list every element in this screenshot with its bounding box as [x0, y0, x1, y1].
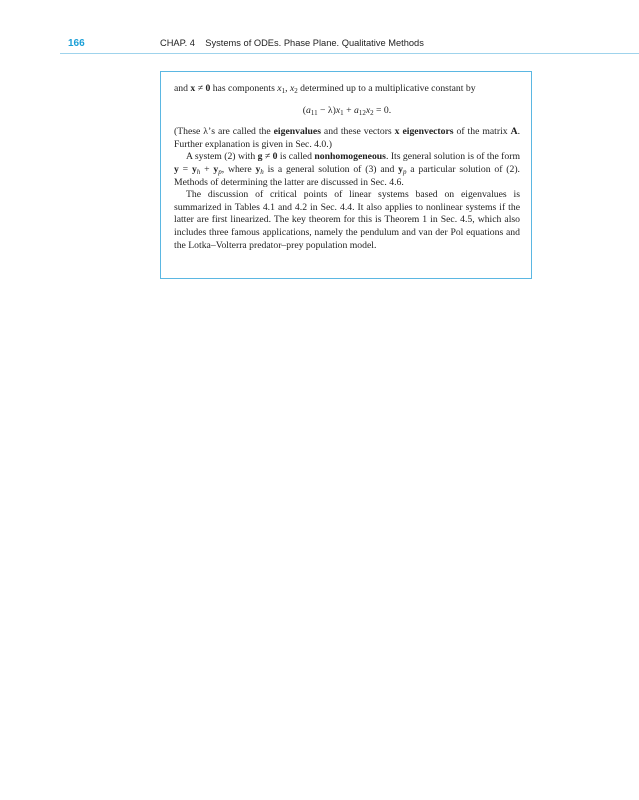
eq-minus-lambda: − λ)	[317, 104, 336, 116]
vector-y: y	[174, 163, 179, 175]
text-run: determined up to a multiplicative constant by	[297, 83, 476, 94]
vector-x: x	[394, 126, 400, 138]
subscript: p	[218, 167, 222, 176]
text-run: . Further explanation is given in Sec. 4.0.)	[174, 126, 520, 150]
header-rule	[60, 53, 639, 54]
neq-symbol: ≠	[262, 151, 273, 163]
text-run: , where	[221, 163, 256, 175]
text-run: +	[200, 163, 214, 175]
vector-yh: y	[191, 163, 197, 175]
subscript: h	[260, 167, 264, 176]
running-head: CHAP. 4 Systems of ODEs. Phase Plane. Qualitative Methods	[160, 38, 424, 48]
term-eigenvectors: eigenvectors	[399, 126, 454, 138]
eq-x1: x	[335, 104, 341, 116]
subscript: 11	[310, 108, 318, 117]
subscript: 2	[370, 108, 374, 117]
eq-plus: +	[343, 104, 354, 116]
intro-line	[174, 83, 520, 96]
text-run: ,	[285, 83, 290, 94]
text-run: A system (2) with	[186, 151, 258, 163]
subscript: 2	[294, 87, 298, 95]
vector-x: x	[190, 83, 196, 94]
subscript: 12	[358, 108, 366, 117]
neq-symbol: ≠	[195, 83, 206, 94]
vector-yh: y	[255, 163, 261, 175]
summary-box	[160, 71, 532, 279]
term-eigenvalues: eigenvalues	[273, 126, 321, 138]
zero-vector: 0	[205, 83, 211, 94]
text-run: a particular solution of (2). Methods of determining the latter are discussed in Sec. 4.6.	[174, 163, 520, 188]
text-run: . Its general solution is of the form	[385, 151, 521, 163]
eigenvalues-paragraph	[174, 126, 520, 151]
text-run: is a general solution of (3) and	[263, 163, 399, 175]
critical-points-paragraph: The discussion of critical points of linear systems based on eigenvalues is summarized in Tables 4.1 and 4.2 in Sec. 4.4. It also applies to nonlinear systems if the latter are first linearized. The key theorem for this is Theorem 1 in Sec. 4.5, which also includes three famous applications, namely the pendulum and van der Pol equations and the Lotka–Volterra predator–prey population model.	[174, 189, 520, 251]
eq-a11: a	[306, 104, 311, 116]
text-run: of the matrix	[453, 126, 511, 138]
vector-yp: y	[213, 163, 219, 175]
eq-a12: a	[353, 104, 359, 116]
term-nonhomogeneous: nonhomogeneous	[314, 151, 386, 163]
vector-g: g	[257, 151, 263, 163]
eigenvector-equation	[174, 105, 520, 118]
page-header	[0, 38, 639, 54]
eq-paren: (	[302, 104, 307, 116]
eq-rhs: = 0.	[373, 104, 392, 116]
subscript: 1	[281, 87, 286, 95]
text-run: is called	[277, 151, 315, 163]
text-run: and	[174, 83, 191, 94]
subscript: p	[402, 167, 407, 176]
vector-yp: y	[398, 163, 403, 175]
var-x1: x	[277, 83, 282, 94]
summary-box-content	[174, 83, 520, 252]
matrix-A: A	[510, 126, 518, 138]
zero-vector: 0	[272, 151, 278, 163]
text-run: and these vectors	[320, 126, 395, 138]
text-run: (These λ’s are called the	[174, 126, 274, 138]
eq-x2: x	[365, 104, 371, 116]
text-run: has components	[210, 83, 278, 94]
subscript: 1	[340, 108, 344, 117]
var-x2: x	[289, 83, 295, 94]
text-run: =	[178, 163, 192, 175]
nonhomogeneous-paragraph	[174, 151, 520, 189]
subscript: h	[196, 167, 201, 176]
page-number: 166	[68, 38, 85, 49]
